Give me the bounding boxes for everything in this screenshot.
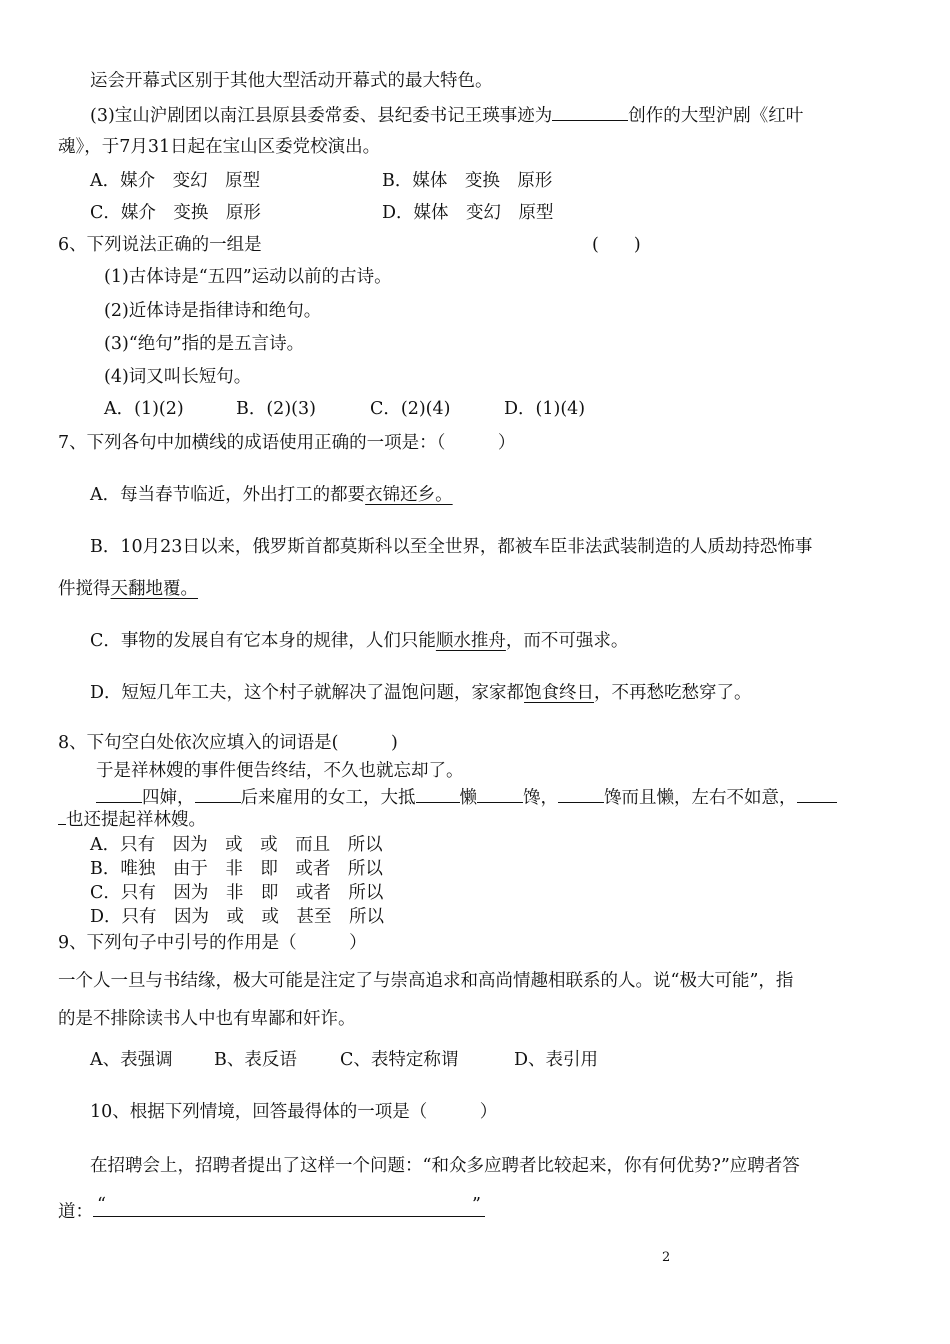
q8-option-a[interactable]: A．只有 因为 或 或 而且 所以 [90,835,383,855]
q7-option-d-tail: ，不再愁吃愁穿了。 [594,683,752,703]
q10-quote-open: “ [97,1195,106,1215]
q9-option-a[interactable]: A、表强调 [90,1050,173,1070]
q8-text-3: 懒 [459,788,477,808]
q7-option-c-tail: ，而不可强求。 [505,631,629,651]
q10-answer-prefix: 道： [58,1202,93,1222]
q10-stem: 10、根据下列情境，回答最得体的一项是（ ） [90,1102,498,1122]
q8-blank-4[interactable] [477,786,523,803]
q8-passage-line1: 于是祥林嫂的事件便告终结，不久也就忘却了。 [96,761,464,781]
q10-passage-line1: 在招聘会上，招聘者提出了这样一个问题：“和众多应聘者比较起来，你有何优势?”应聘者答 [90,1156,800,1176]
q7-option-b-line2[interactable] [58,578,198,600]
q6-statement-4: (4)词又叫长短句。 [104,367,252,387]
q9-passage-line1: 一个人一旦与书结缘，极大可能是注定了与崇高追求和高尚情趣相联系的人。说“极大可能”，指 [58,971,794,991]
q8-text-2: 后来雇用的女工，大抵 [240,788,416,808]
q5-option-d[interactable]: D．媒体 变幻 原型 [382,203,554,223]
q8-option-b[interactable]: B．唯独 由于 非 即 或者 所以 [90,859,383,879]
q6-statement-1: (1)古体诗是“五四”运动以前的古诗。 [104,267,392,287]
q5-blank[interactable] [552,104,628,121]
q9-option-d[interactable]: D、表引用 [514,1050,599,1070]
q5-item3-text-a: (3)宝山沪剧团以南江县原县委常委、县纪委书记王瑛事迹为 [90,106,553,126]
q8-blank-3[interactable] [416,786,460,803]
q10-answer-field[interactable] [93,1195,485,1217]
q9-passage-line2: 的是不排除读书人中也有卑鄙和奸诈。 [58,1009,356,1029]
page-number: 2 [662,1250,671,1265]
q6-statement-2: (2)近体诗是指律诗和绝句。 [104,301,322,321]
q10-quote-close: ” [472,1195,481,1215]
q8-option-c[interactable]: C．只有 因为 非 即 或者 所以 [90,883,384,903]
q6-answer-paren[interactable]: ( ) [592,235,641,255]
q5-item3-text-b: 创作的大型沪剧《红叶 [628,106,804,126]
q8-text-5: 馋而且懒，左右不如意， [604,788,797,808]
q5-option-c[interactable]: C．媒介 变换 原形 [90,203,261,223]
q8-blank-1[interactable] [96,786,142,803]
q10-answer-line [58,1195,485,1223]
q8-blank-5[interactable] [558,786,604,803]
q7-option-b-text: 件搅得 [58,579,111,599]
q8-blank-6-cont [58,808,66,825]
q5-item3-line1 [90,104,803,127]
q9-option-c[interactable]: C、表特定称谓 [340,1050,459,1070]
q7-option-d[interactable] [90,682,752,704]
q8-text-6: 也还提起祥林嫂。 [66,810,206,830]
q7-option-b-line1[interactable]: B．10月23日以来，俄罗斯首都莫斯科以至全世界，都被车臣非法武装制造的人质劫持恐怖事 [90,537,813,557]
q8-text-1: 四婶， [142,788,195,808]
q8-option-d[interactable]: D．只有 因为 或 或 甚至 所以 [90,907,385,927]
q9-stem: 9、下列句子中引号的作用是（ ） [58,933,367,953]
q6-stem: 6、下列说法正确的一组是 [58,235,262,255]
q5-continuation: 运会开幕式区别于其他大型活动开幕式的最大特色。 [90,71,493,91]
q8-stem: 8、下句空白处依次应填入的词语是( ) [58,733,398,753]
q5-item3-line2: 魂》，于7月31日起在宝山区委党校演出。 [58,137,381,157]
q8-text-4: 馋， [523,788,558,808]
q7-option-a-text: A．每当春节临近，外出打工的都要 [90,485,366,505]
q5-option-a[interactable]: A．媒介 变幻 原型 [90,171,261,191]
q9-option-b[interactable]: B、表反语 [214,1050,297,1070]
q6-option-a[interactable]: A．(1)(2) [104,399,184,419]
q7-option-a-idiom: 衣锦还乡。 [365,485,453,505]
q6-option-d[interactable]: D．(1)(4) [504,399,586,419]
q8-passage-line3 [58,808,206,831]
q6-statement-3: (3)“绝句”指的是五言诗。 [104,334,305,354]
q8-passage-line2 [96,786,837,809]
q6-option-b[interactable]: B．(2)(3) [236,399,316,419]
q5-option-b[interactable]: B．媒体 变换 原形 [382,171,553,191]
q8-blank-2[interactable] [195,786,241,803]
q7-option-c[interactable] [90,630,628,652]
q6-option-c[interactable]: C．(2)(4) [370,399,451,419]
q7-option-b-idiom: 天翻地覆。 [110,579,198,599]
q7-option-d-idiom: 饱食终日 [524,683,595,703]
q7-option-c-text: C．事物的发展自有它本身的规律，人们只能 [90,631,436,651]
q8-blank-6[interactable] [797,786,837,803]
q7-stem: 7、下列各句中加横线的成语使用正确的一项是：（ ） [58,433,516,453]
q7-option-c-idiom: 顺水推舟 [435,631,506,651]
q7-option-d-text: D．短短几年工夫，这个村子就解决了温饱问题，家家都 [90,683,525,703]
q7-option-a[interactable] [90,484,453,506]
